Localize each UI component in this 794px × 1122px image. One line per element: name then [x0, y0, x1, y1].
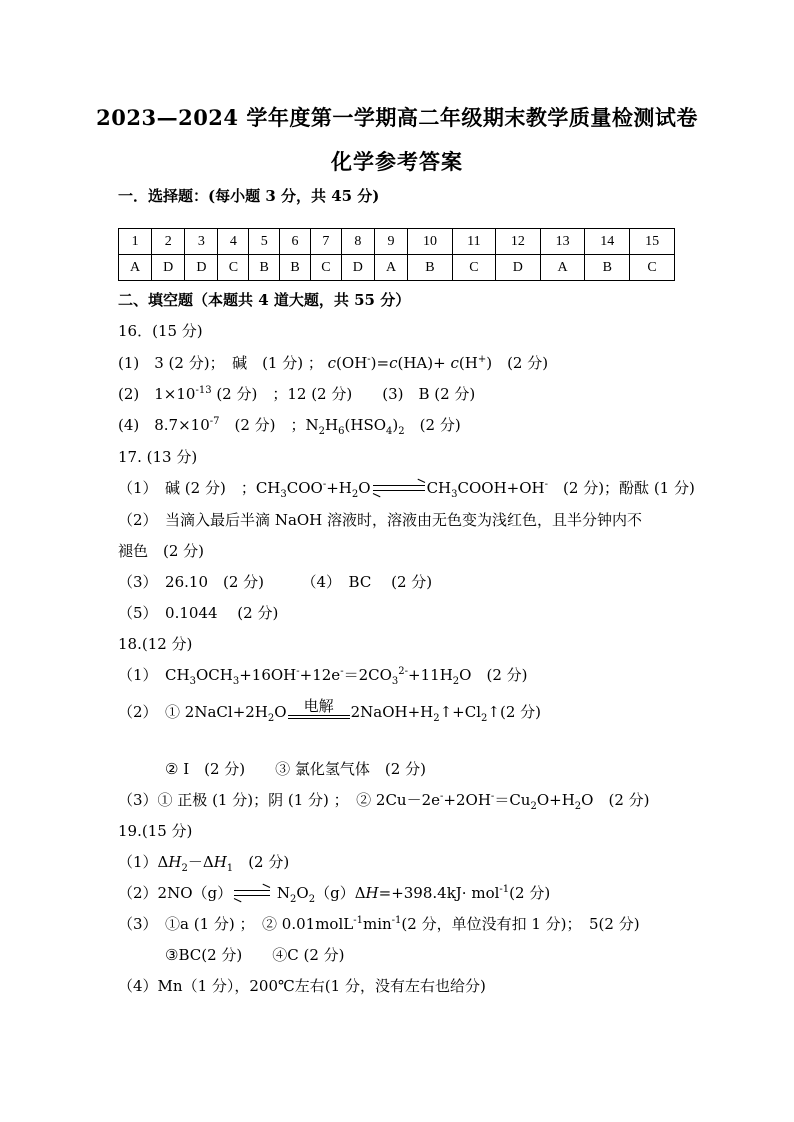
question-number-cell: 10 [408, 229, 453, 255]
section2-heading: 二、填空题（本题共 4 道大题，共 55 分） [118, 291, 411, 309]
answer-cell: B [280, 255, 311, 281]
document-title: 2023—2024 学年度第一学期高二年级期末教学质量检测试卷 [96, 105, 698, 130]
question-number-cell: 4 [218, 229, 249, 255]
question-number-cell: 9 [374, 229, 407, 255]
question-number-cell: 12 [495, 229, 540, 255]
q17-header: 17. (13 分) [118, 448, 198, 466]
question-number-cell: 11 [452, 229, 495, 255]
answer-cell: B [585, 255, 630, 281]
answer-cell: D [341, 255, 374, 281]
choice-answer-table [118, 228, 675, 281]
q17-line5: （5） 0.1044 (2 分) [118, 604, 279, 622]
question-number-cell: 14 [585, 229, 630, 255]
question-number-cell: 2 [152, 229, 185, 255]
question-number-cell: 8 [341, 229, 374, 255]
q18-line1: （1） $CH_3OCH_3+16OH^-+12e^-=2CO_3^{2-}+11H_2O$ (2 分) [118, 666, 528, 687]
question-number-cell: 13 [540, 229, 585, 255]
equilibrium-arrow-icon [373, 482, 425, 496]
answer-cell: C [452, 255, 495, 281]
answer-cell: B [249, 255, 280, 281]
question-number-cell: 6 [280, 229, 311, 255]
question-number-cell: 5 [249, 229, 280, 255]
answer-cell: A [119, 255, 152, 281]
q17-line3: 褪色 (2 分) [118, 542, 205, 560]
q19-line1: $(1)\Delta H_2-\Delta H_1$ (2 分) [118, 853, 290, 874]
document-subtitle: 化学参考答案 [331, 149, 463, 174]
question-number-row [119, 229, 675, 255]
answer-row [119, 255, 675, 281]
answer-cell: A [540, 255, 585, 281]
q16-header: 16．(15 分) [118, 322, 203, 340]
q17-line4: （3） 26.10 (2 分) （4） BC (2 分) [118, 573, 433, 591]
question-number-cell: 15 [630, 229, 675, 255]
answer-cell: A [374, 255, 407, 281]
q16-line1: (1) 3 (2 分)； 碱 (1 分) ； c(OH-)=c(HA)+ c(H+) (2 分) [118, 354, 549, 372]
q19-line2: （2）2NO（g） $N_2O_2(g)\Delta H=+398.4kJ\cdot mol^{-1}(2$ 分) [118, 884, 551, 905]
question-number-cell: 7 [310, 229, 341, 255]
q17-line1: （1） 碱 (2 分) ；$CH_3COO^-+H_2O$ $CH_3COOH+OH^-$ (2 分)；酚酞 (1 分) [118, 479, 695, 500]
q19-line3: （3） ①a (1 分) ； ② $0.01molL^{-1}\min^{-1}(2$ 分，单位没有扣 1 分)； 5(2 分) [118, 915, 640, 933]
q19-line4: ③BC(2 分) ④C (2 分) [165, 946, 345, 964]
q18-header: 18.(12 分) [118, 635, 193, 653]
electrolysis-arrow: 电解 [288, 698, 350, 724]
q19-header: 19.(15 分) [118, 822, 193, 840]
answer-cell: D [495, 255, 540, 281]
q16-line2: (2) $1\times 10^{-13}$ (2 分) ；12 (2 分) (3) B (2 分) [118, 385, 476, 403]
answer-cell: D [185, 255, 218, 281]
answer-cell: D [152, 255, 185, 281]
q18-line2: （2） ① $2NaCl+2H_2O$ 电解 $2NaOH+H_2↑+Cl_2↑(2$ 分) [118, 697, 541, 724]
q17-line2: （2） 当滴入最后半滴 NaOH 溶液时，溶液由无色变为浅红色，且半分钟内不 [118, 511, 643, 529]
answer-cell: C [310, 255, 341, 281]
q16-line3: (4) $8.7\times 10^{-7}$ (2 分) ；$N_2H_6(HSO_4)_2$ (2 分) [118, 416, 461, 437]
q18-line4: （3）① 正极 (1 分)；阴 (1 分) ； ② $2Cu-2e^-+2OH^-=Cu_2O+H_2O$ (2 分) [118, 791, 650, 812]
section1-heading: 一．选择题：(每小题 3 分，共 45 分) [118, 187, 380, 205]
answer-cell: C [218, 255, 249, 281]
answer-cell: C [630, 255, 675, 281]
answer-cell: B [408, 255, 453, 281]
equilibrium-arrow-icon [234, 887, 270, 901]
question-number-cell: 1 [119, 229, 152, 255]
question-number-cell: 3 [185, 229, 218, 255]
q18-line3: ② I (2 分) ③ 氯化氢气体 (2 分) [165, 760, 426, 778]
q19-line5: （4）Mn（1 分），200℃左右(1 分，没有左右也给分) [118, 977, 486, 995]
